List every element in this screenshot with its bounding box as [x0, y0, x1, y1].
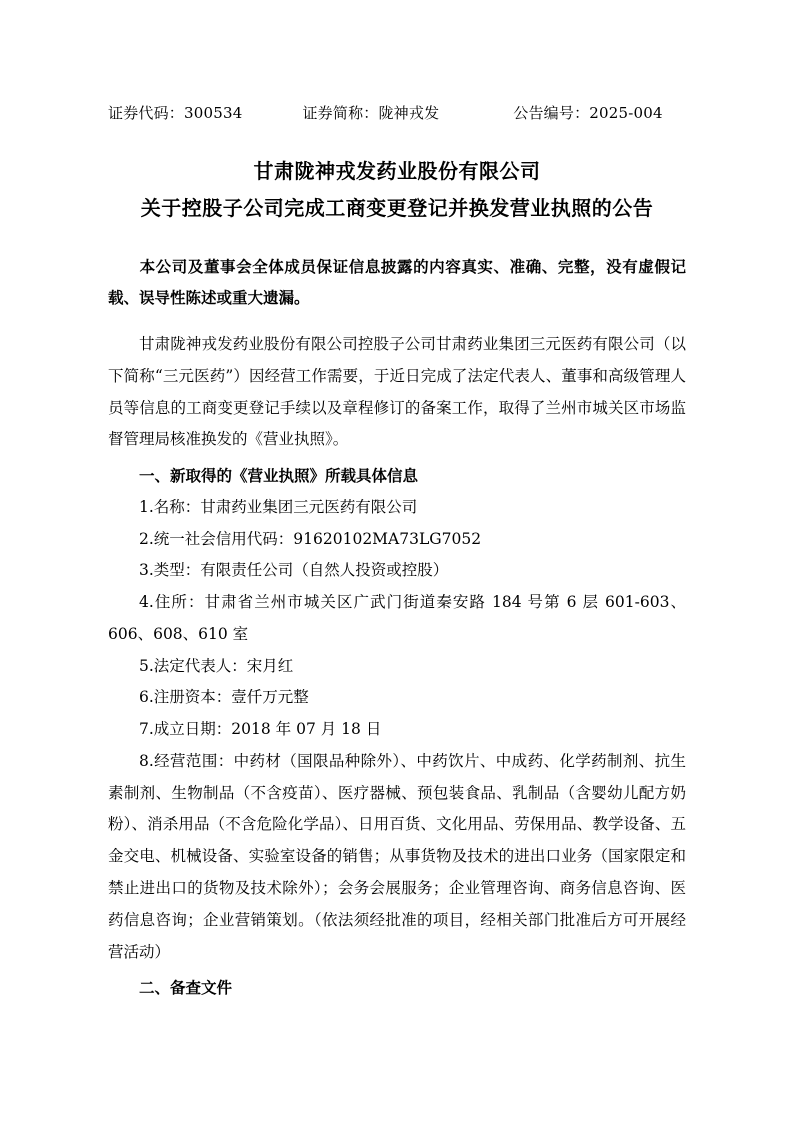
section-heading-2: 二、备查文件	[139, 978, 233, 998]
announcement-number: 公告编号：2025-004	[513, 104, 663, 122]
announcement-title: 关于控股子公司完成工商变更登记并换发营业执照的公告	[140, 196, 654, 220]
list-item: 2.统一社会信用代码：91620102MA73LG7052	[139, 529, 482, 548]
company-title: 甘肃陇神戎发药业股份有限公司	[253, 159, 541, 183]
list-item: 8.经营范围：中药材（国限品种除外）、中药饮片、中成药、化学药制剂、抗生素制剂、生物制品（不含疫苗）、医疗器械、预包装食品、乳制品（含婴幼儿配方奶粉）、消杀用品（不含危险化学品）、日用百货、文化用品、劳保用品、教学设备、五金交电、机械设备、实验室设备的销售；从事货物及技术的进出口业务（国家限定和禁止进出口的货物及技术除外）；会务会展服务；企业管理咨询、商务信息咨询、医药信息咨询；企业营销策划。（依法须经批准的项目，经相关部门批准后方可开展经营活动）	[108, 751, 686, 961]
security-short-name: 证券简称：陇神戎发	[302, 104, 440, 122]
list-item: 7.成立日期：2018 年 07 月 18 日	[139, 720, 382, 739]
list-item: 3.类型：有限责任公司（自然人投资或控股）	[139, 561, 449, 580]
list-item: 5.法定代表人：宋月红	[139, 656, 294, 675]
document-header	[108, 102, 686, 123]
page-title	[108, 153, 686, 227]
security-code: 证券代码：300534	[108, 104, 243, 122]
section-heading-1: 一、新取得的《营业执照》所载具体信息	[139, 466, 419, 486]
list-item: 6.注册资本：壹仟万元整	[139, 688, 309, 707]
body-paragraph-1: 甘肃陇神戎发药业股份有限公司控股子公司甘肃药业集团三元医药有限公司（以下简称“三元医药”）因经营工作需要，于近日完成了法定代表人、董事和高级管理人员等信息的工商变更登记手续以及章程修订的备案工作，取得了兰州市城关区市场监督管理局核准换发的《营业执照》。	[108, 335, 686, 449]
statement-text: 本公司及董事会全体成员保证信息披露的内容真实、准确、完整，没有虚假记载、误导性陈述或重大遗漏。	[108, 257, 686, 307]
disclosure-statement	[108, 251, 686, 313]
list-item: 4.住所：甘肃省兰州市城关区广武门街道秦安路 184 号第 6 层 601-603、606、608、610 室	[108, 593, 686, 643]
list-item: 1.名称：甘肃药业集团三元医药有限公司	[139, 497, 418, 516]
